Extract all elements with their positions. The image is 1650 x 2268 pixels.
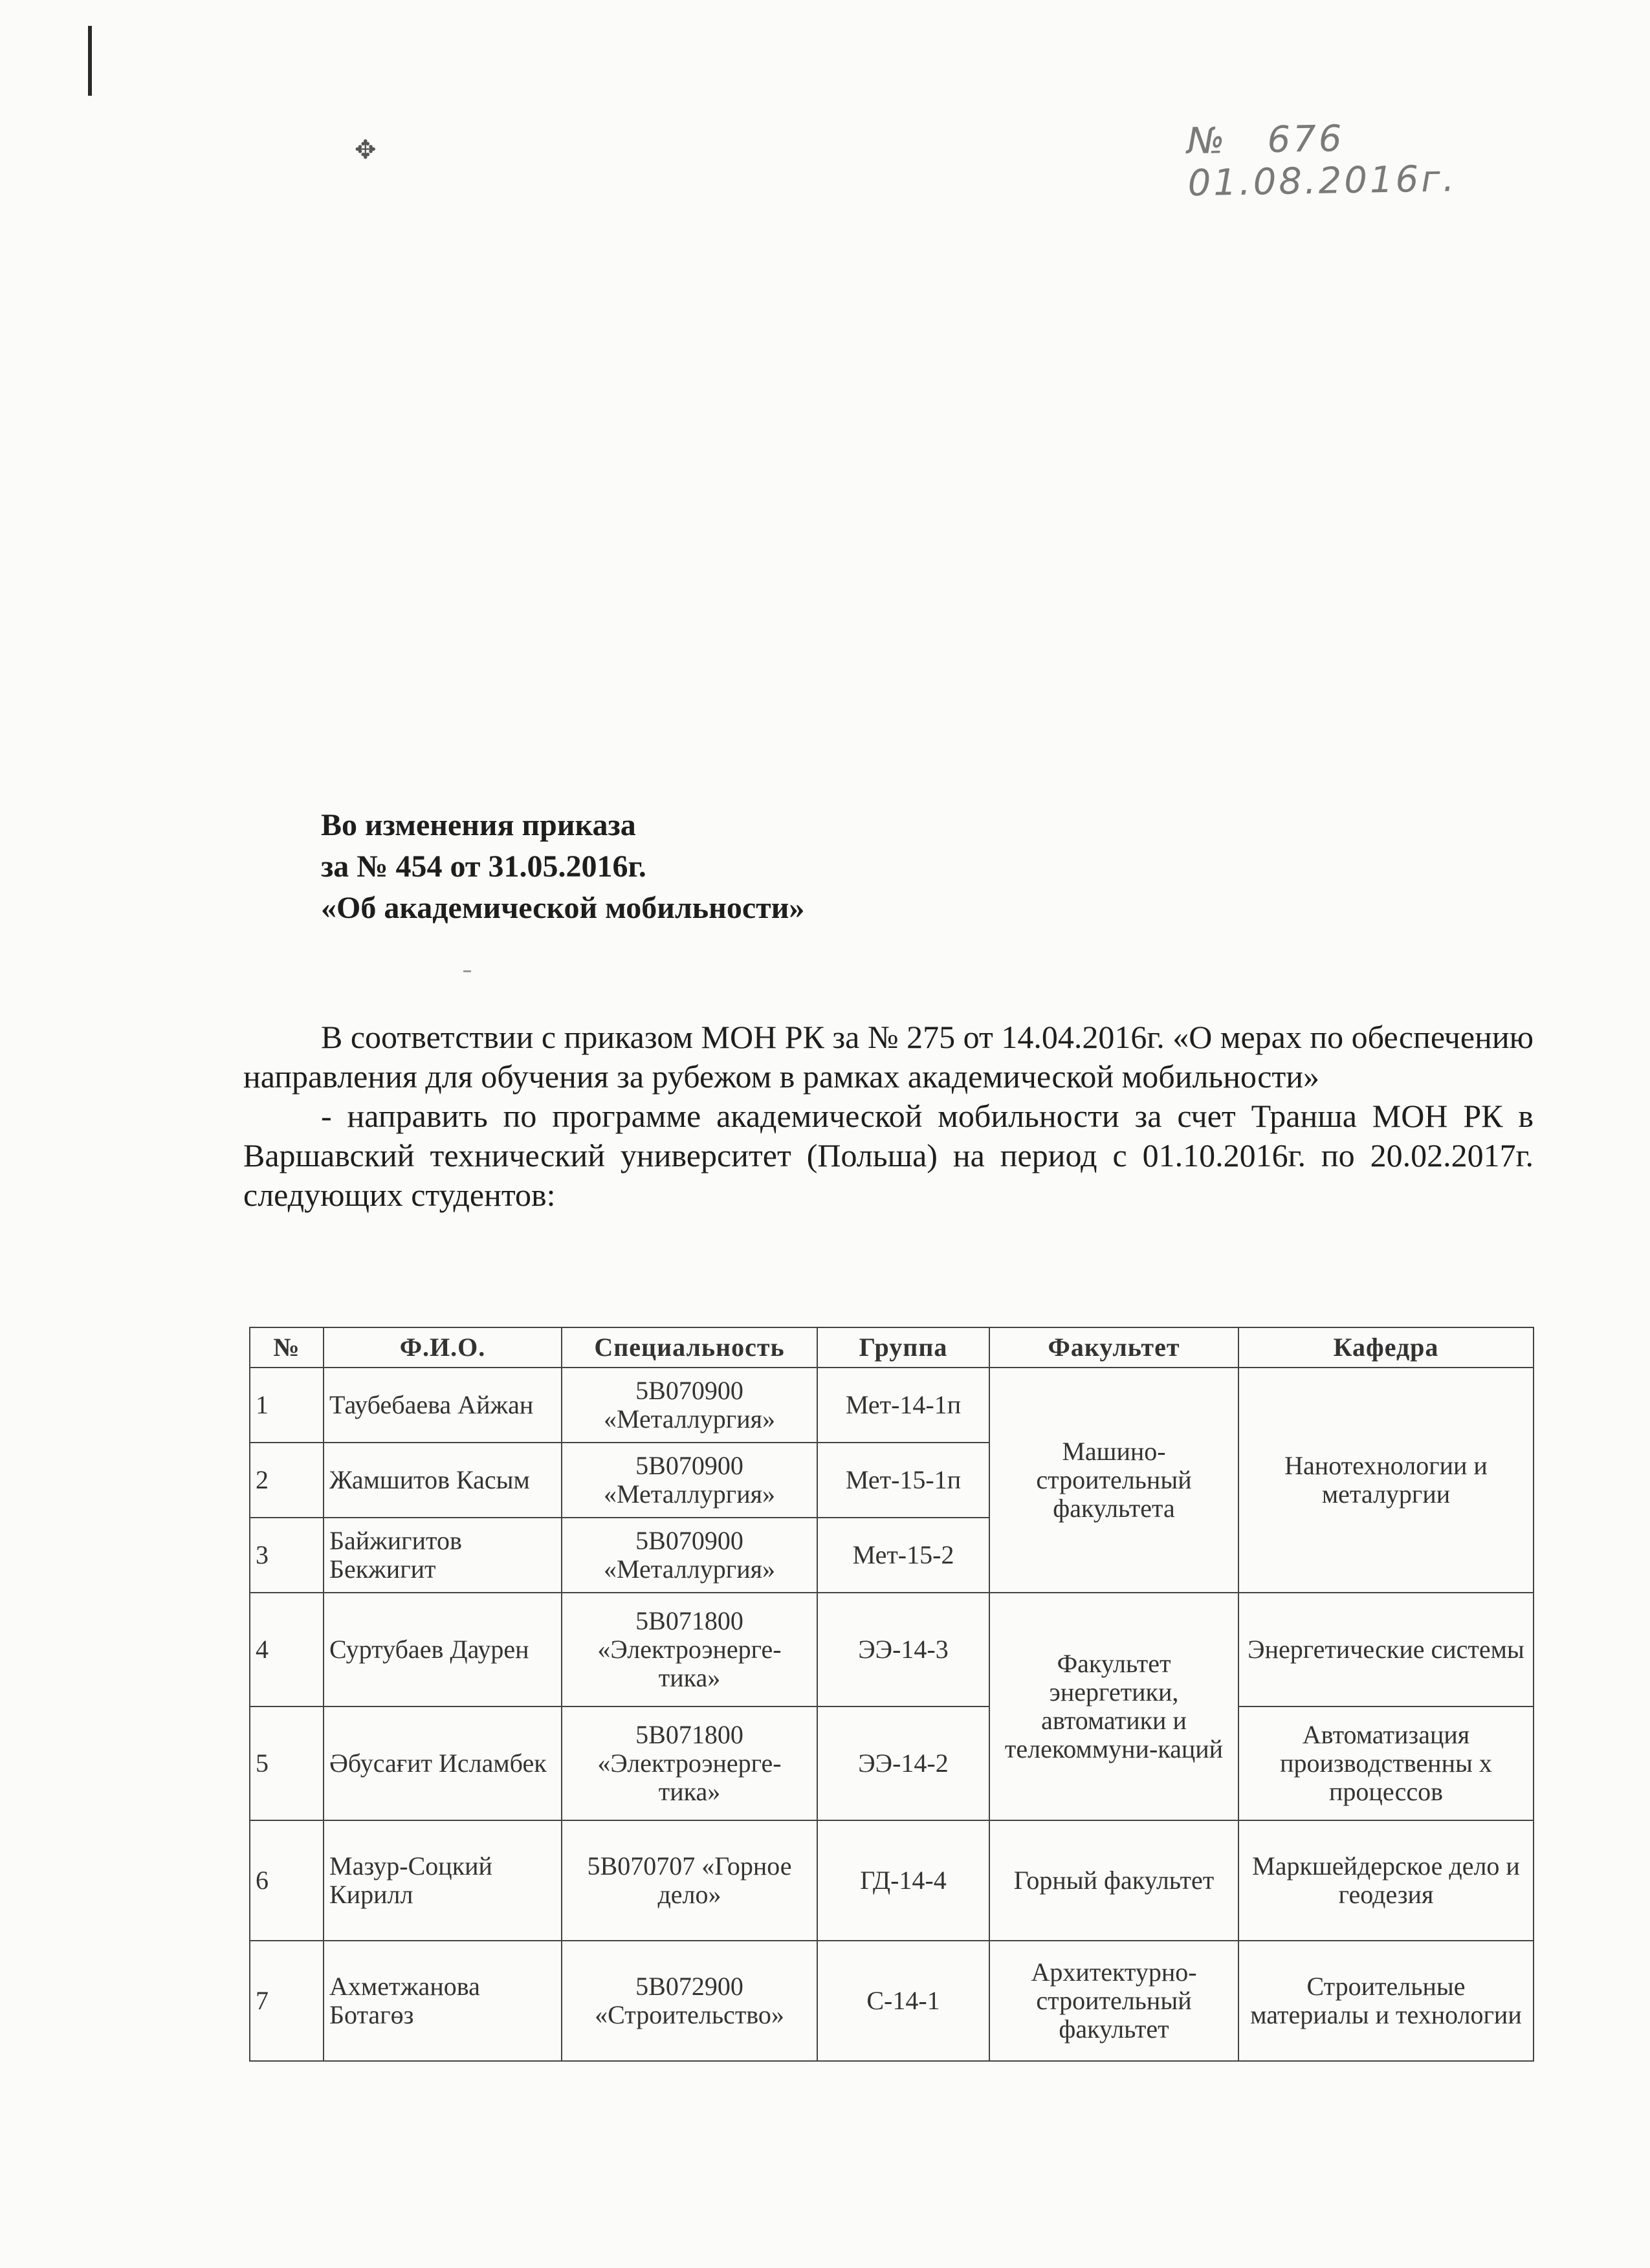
order-body bbox=[243, 1018, 1534, 1215]
specialty-cell: 5В072900 «Строительство» bbox=[562, 1941, 817, 2061]
stamp-icon: ✥ bbox=[355, 135, 377, 164]
col-header-group: Группа bbox=[817, 1327, 989, 1368]
specialty-cell: 5В070707 «Горное дело» bbox=[562, 1820, 817, 1941]
specialty-cell: 5В070900 «Металлургия» bbox=[562, 1443, 817, 1518]
row-number: 4 bbox=[250, 1593, 324, 1706]
faculty-cell: Факультет энергетики, автоматики и телекоммуни-каций bbox=[989, 1593, 1238, 1820]
group-cell: Мет-14-1п bbox=[817, 1368, 989, 1443]
group-cell: Мет-15-1п bbox=[817, 1443, 989, 1518]
department-cell: Энергетические системы bbox=[1238, 1593, 1534, 1706]
col-header-specialty: Специальность bbox=[562, 1327, 817, 1368]
department-cell: Строительные материалы и технологии bbox=[1238, 1941, 1534, 2061]
student-name: Жамшитов Касым bbox=[324, 1443, 562, 1518]
title-line-2: за № 454 от 31.05.2016г. bbox=[321, 849, 646, 884]
table-row bbox=[250, 1941, 1534, 2061]
group-cell: Мет-15-2 bbox=[817, 1518, 989, 1593]
student-name: Байжигитов Бекжигит bbox=[324, 1518, 562, 1593]
title-line-3: «Об академической мобильности» bbox=[321, 891, 805, 925]
faculty-cell: Архитектурно-строительный факультет bbox=[989, 1941, 1238, 2061]
scan-speck bbox=[463, 970, 471, 972]
handwritten-registration bbox=[1187, 113, 1650, 204]
col-header-department: Кафедра bbox=[1238, 1327, 1534, 1368]
student-name: Мазур-Соцкий Кирилл bbox=[324, 1820, 562, 1941]
col-header-name: Ф.И.О. bbox=[324, 1327, 562, 1368]
col-header-faculty: Факультет bbox=[989, 1327, 1238, 1368]
student-name: Ахметжанова Ботагөз bbox=[324, 1941, 562, 2061]
department-cell: Автоматизация производственны х процессов bbox=[1238, 1706, 1534, 1820]
table-header-row bbox=[250, 1327, 1534, 1368]
handwritten-date: 01.08.2016г. bbox=[1187, 157, 1457, 205]
specialty-cell: 5В070900 «Металлургия» bbox=[562, 1368, 817, 1443]
margin-mark bbox=[88, 26, 92, 96]
document-title bbox=[321, 805, 804, 929]
body-paragraph-2: - направить по программе академической мобильности за счет Транша МОН РК в Варшавский технический университет (Польша) на период с 01.10.2016г. по 20.02.2017г. следующих студентов: bbox=[243, 1098, 1534, 1213]
students-table bbox=[249, 1327, 1534, 2062]
body-paragraph-1: В соответствии с приказом МОН РК за № 275 от 14.04.2016г. «О мерах по обеспечению направления для обучения за рубежом в рамках академической мобильности» bbox=[243, 1019, 1534, 1095]
specialty-cell: 5В071800 «Электроэнерге-тика» bbox=[562, 1706, 817, 1820]
row-number: 5 bbox=[250, 1706, 324, 1820]
table-row bbox=[250, 1706, 1534, 1820]
row-number: 7 bbox=[250, 1941, 324, 2061]
group-cell: С-14-1 bbox=[817, 1941, 989, 2061]
table-row bbox=[250, 1368, 1534, 1443]
department-cell: Маркшейдерское дело и геодезия bbox=[1238, 1820, 1534, 1941]
row-number: 1 bbox=[250, 1368, 324, 1443]
table-row bbox=[250, 1593, 1534, 1706]
student-name: Әбусағит Исламбек bbox=[324, 1706, 562, 1820]
handwritten-number: № 676 bbox=[1186, 118, 1345, 163]
student-name: Таубебаева Айжан bbox=[324, 1368, 562, 1443]
col-header-num: № bbox=[250, 1327, 324, 1368]
faculty-cell: Горный факультет bbox=[989, 1820, 1238, 1941]
row-number: 6 bbox=[250, 1820, 324, 1941]
student-name: Суртубаев Даурен bbox=[324, 1593, 562, 1706]
table-row bbox=[250, 1820, 1534, 1941]
group-cell: ГД-14-4 bbox=[817, 1820, 989, 1941]
group-cell: ЭЭ-14-3 bbox=[817, 1593, 989, 1706]
department-cell: Нанотехнологии и металургии bbox=[1238, 1368, 1534, 1593]
group-cell: ЭЭ-14-2 bbox=[817, 1706, 989, 1820]
specialty-cell: 5В071800 «Электроэнерге-тика» bbox=[562, 1593, 817, 1706]
title-line-1: Во изменения приказа bbox=[321, 808, 636, 842]
row-number: 3 bbox=[250, 1518, 324, 1593]
row-number: 2 bbox=[250, 1443, 324, 1518]
specialty-cell: 5В070900 «Металлургия» bbox=[562, 1518, 817, 1593]
faculty-cell: Машино-строительный факультета bbox=[989, 1368, 1238, 1593]
